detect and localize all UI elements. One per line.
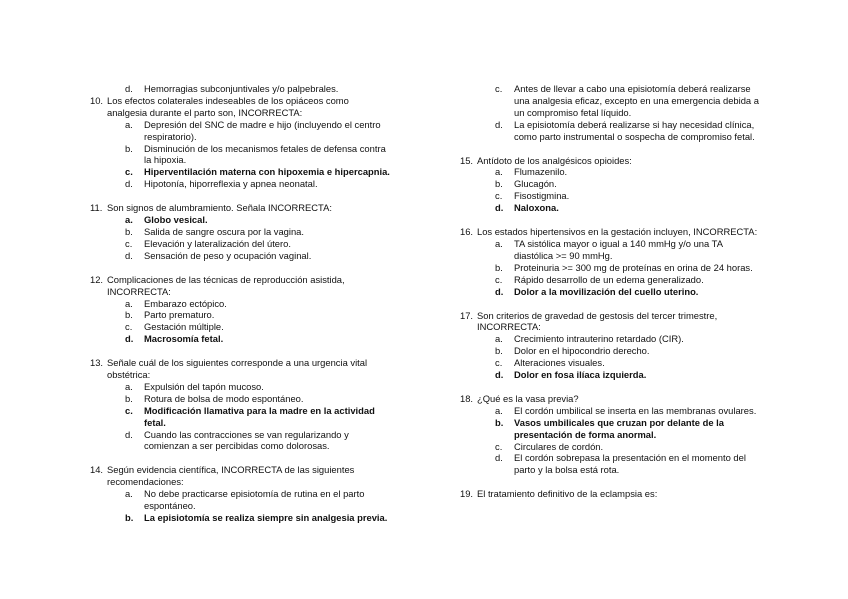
left-column — [90, 83, 390, 536]
left-question-list — [90, 95, 390, 524]
answer-option — [125, 250, 390, 262]
question-number: 10. — [90, 94, 104, 106]
question-stem: Los efectos colaterales indeseables de los opiáceos como analgesia durante el parto son, INCORRECTA: — [107, 94, 349, 118]
option-letter: a. — [495, 237, 503, 249]
answer-option-correct — [125, 166, 390, 178]
right-column — [460, 83, 760, 512]
question-number: 11. — [90, 202, 103, 214]
answer-option-correct — [125, 512, 390, 524]
option-letter: b. — [495, 178, 503, 190]
answer-option — [125, 178, 390, 190]
option-letter: a. — [125, 488, 133, 500]
question-header — [460, 393, 760, 405]
answer-option — [125, 309, 390, 321]
question-item — [90, 357, 390, 452]
question-stem: Señale cuál de los siguientes corresponde a una urgencia vital obstétrica: — [107, 357, 368, 381]
answer-option — [495, 333, 760, 345]
question-stem: ¿Qué es la vasa previa? — [477, 392, 579, 404]
answer-option — [495, 238, 760, 262]
carryover-options — [460, 83, 760, 143]
option-text: TA sistólica mayor o igual a 140 mmHg y/o una TA diastólica >= 90 mmHg. — [514, 237, 723, 261]
option-letter: c. — [495, 273, 503, 285]
option-text: Parto prematuro. — [144, 309, 215, 321]
option-text: No debe practicarse episiotomía de rutina en el parto espontáneo. — [144, 488, 365, 512]
option-letter: d. — [495, 202, 504, 214]
option-letter: c. — [125, 321, 133, 333]
option-letter: c. — [125, 166, 133, 178]
carryover-option — [90, 83, 390, 95]
answer-option — [495, 452, 760, 476]
question-number: 14. — [90, 464, 104, 476]
question-number: 18. — [460, 392, 474, 404]
option-letter: d. — [495, 285, 504, 297]
option-letter: c. — [495, 357, 503, 369]
answer-option — [495, 178, 760, 190]
question-number: 17. — [460, 309, 474, 321]
question-item — [460, 393, 760, 476]
option-text: Hemorragias subconjuntivales y/o palpebrales. — [144, 83, 339, 94]
answer-option — [495, 190, 760, 202]
option-letter: a. — [125, 297, 133, 309]
option-text: El cordón umbilical se inserta en las membranas ovulares. — [514, 404, 757, 416]
option-text: Hiperventilación materna con hipoxemia e hipercapnia. — [144, 166, 390, 178]
option-letter: b. — [495, 345, 503, 357]
question-number: 13. — [90, 357, 104, 369]
question-stem: Los estados hipertensivos en la gestación incluyen, INCORRECTA: — [477, 226, 758, 238]
option-letter: d. — [495, 118, 503, 130]
question-header — [90, 357, 390, 381]
question-number: 16. — [460, 226, 474, 238]
option-text: Naloxona. — [514, 202, 559, 214]
option-text: Disminución de los mecanismos fetales de defensa contra la hipoxia. — [144, 142, 386, 166]
answer-option — [125, 119, 390, 143]
option-letter: b. — [495, 416, 504, 428]
answer-option — [125, 238, 390, 250]
option-text: La episiotomía deberá realizarse si hay necesidad clínica, como parto instrumental o sospecha de compromiso fetal. — [514, 118, 755, 142]
option-letter: a. — [125, 214, 133, 226]
option-letter: a. — [125, 380, 133, 392]
option-text: Dolor en fosa ilíaca izquierda. — [514, 369, 647, 381]
option-letter: d. — [495, 452, 503, 464]
option-letter: a. — [125, 118, 133, 130]
question-item — [460, 488, 760, 500]
question-item — [460, 155, 760, 215]
answer-option — [495, 345, 760, 357]
option-letter: c. — [495, 190, 503, 202]
option-text: Modificación llamativa para la madre en la actividad fetal. — [144, 404, 375, 428]
option-text: Hipotonía, hiporreflexia y apnea neonatal. — [144, 178, 318, 190]
answer-option — [125, 381, 390, 393]
question-header — [90, 95, 390, 119]
option-text: Fisostigmina. — [514, 190, 570, 202]
answer-option-correct — [495, 369, 760, 381]
option-text: Cuando las contracciones se van regularizando y comienzan a ser percibidas como dolorosas. — [144, 428, 349, 452]
option-text: Macrosomía fetal. — [144, 333, 224, 345]
answer-option — [125, 321, 390, 333]
answer-option — [125, 298, 390, 310]
question-item — [90, 274, 390, 345]
option-text: Expulsión del tapón mucoso. — [144, 380, 264, 392]
answer-option — [495, 262, 760, 274]
option-text: Dolor a la movilización del cuello uterino. — [514, 285, 699, 297]
option-text: Glucagón. — [514, 178, 557, 190]
carryover-option-c — [495, 83, 760, 119]
option-text: El cordón sobrepasa la presentación en el momento del parto y la bolsa está rota. — [514, 452, 746, 476]
option-text: Rotura de bolsa de modo espontáneo. — [144, 392, 304, 404]
answer-option-correct — [125, 333, 390, 345]
answer-option — [495, 274, 760, 286]
option-letter: a. — [495, 166, 503, 178]
question-number: 12. — [90, 273, 104, 285]
option-letter: b. — [125, 392, 133, 404]
option-letter: d. — [495, 369, 504, 381]
option-letter: b. — [125, 309, 133, 321]
question-header — [460, 310, 760, 334]
question-header — [90, 274, 390, 298]
option-text: Embarazo ectópico. — [144, 297, 227, 309]
question-stem: Según evidencia científica, INCORRECTA de las siguientes recomendaciones: — [107, 464, 355, 488]
carryover-option-d — [495, 119, 760, 143]
option-text: Dolor en el hipocondrio derecho. — [514, 345, 650, 357]
option-text: Gestación múltiple. — [144, 321, 224, 333]
question-item — [90, 464, 390, 524]
answer-option — [125, 488, 390, 512]
option-letter: d. — [125, 333, 134, 345]
option-letter: c. — [495, 440, 503, 452]
answer-option-correct — [495, 417, 760, 441]
option-letter: c. — [125, 237, 133, 249]
question-stem: El tratamiento definitivo de la eclampsia es: — [477, 488, 658, 500]
answer-option-correct — [495, 286, 760, 298]
answer-option — [125, 143, 390, 167]
option-letter: a. — [495, 333, 503, 345]
option-text: Sensación de peso y ocupación vaginal. — [144, 249, 312, 261]
question-item — [460, 226, 760, 297]
option-text: Vasos umbilicales que cruzan por delante de la presentación de forma anormal. — [514, 416, 724, 440]
option-text: Circulares de cordón. — [514, 440, 604, 452]
option-letter: d. — [125, 428, 133, 440]
question-item — [90, 202, 390, 262]
option-text: Proteinuria >= 300 mg de proteínas en orina de 24 horas. — [514, 261, 753, 273]
option-text: Globo vesical. — [144, 214, 208, 226]
question-stem: Complicaciones de las técnicas de reproducción asistida, INCORRECTA: — [107, 273, 345, 297]
option-text: Alteraciones visuales. — [514, 357, 605, 369]
answer-option — [495, 405, 760, 417]
answer-option — [125, 393, 390, 405]
option-letter: b. — [125, 142, 133, 154]
option-text: Rápido desarrollo de un edema generalizado. — [514, 273, 704, 285]
option-letter: b. — [495, 261, 503, 273]
option-text: Crecimiento intrauterino retardado (CIR). — [514, 333, 684, 345]
question-stem: Antídoto de los analgésicos opioides: — [477, 154, 632, 166]
question-number: 19. — [460, 488, 474, 500]
question-item — [90, 95, 390, 190]
option-letter: a. — [495, 404, 503, 416]
question-number: 15. — [460, 154, 474, 166]
question-stem: Son signos de alumbramiento. Señala INCORRECTA: — [107, 202, 332, 214]
answer-option-correct — [125, 214, 390, 226]
question-header — [460, 226, 760, 238]
option-letter: d. — [125, 83, 133, 94]
option-letter: d. — [125, 249, 133, 261]
option-letter: b. — [125, 512, 134, 523]
right-question-list — [460, 155, 760, 501]
option-text: Depresión del SNC de madre e hijo (incluyendo el centro respiratorio). — [144, 118, 381, 142]
question-header — [460, 155, 760, 167]
question-header — [90, 464, 390, 488]
option-letter: c. — [495, 83, 503, 94]
question-header — [460, 488, 760, 500]
option-letter: b. — [125, 225, 133, 237]
option-letter: d. — [125, 178, 133, 190]
option-text: Salida de sangre oscura por la vagina. — [144, 225, 304, 237]
option-text: Antes de llevar a cabo una episiotomía deberá realizarse una analgesia eficaz, excepto en una emergencia debida a un compromiso fetal líquido. — [514, 83, 759, 118]
answer-option — [495, 441, 760, 453]
option-text: Elevación y lateralización del útero. — [144, 237, 291, 249]
option-text: Flumazenilo. — [514, 166, 568, 178]
question-item — [460, 310, 760, 381]
answer-option-correct — [125, 405, 390, 429]
question-stem: Son criterios de gravedad de gestosis del tercer trimestre, INCORRECTA: — [477, 309, 718, 333]
answer-option — [125, 429, 390, 453]
option-text: La episiotomía se realiza siempre sin analgesia previa. — [144, 512, 388, 523]
answer-option — [125, 226, 390, 238]
answer-option — [495, 357, 760, 369]
question-header — [90, 202, 390, 214]
option-letter: c. — [125, 404, 133, 416]
answer-option-correct — [495, 202, 760, 214]
answer-option — [495, 166, 760, 178]
